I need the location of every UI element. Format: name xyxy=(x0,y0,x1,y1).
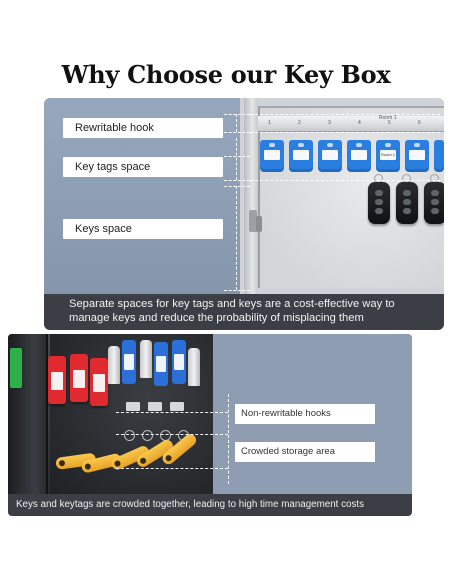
label-keys-space: Keys space xyxy=(63,219,223,239)
rewritable-hook-rail xyxy=(258,116,444,132)
key-ring xyxy=(124,430,135,441)
hook-number-plate xyxy=(148,402,162,411)
blue-key-tag xyxy=(347,140,371,172)
room-label: Room 1 xyxy=(379,115,397,121)
blue-key-tag xyxy=(405,140,429,172)
label-key-tags-space: Key tags space xyxy=(63,157,223,177)
guide-line xyxy=(224,156,250,157)
car-key-fob xyxy=(424,182,444,224)
rail-number: 6 xyxy=(418,120,421,126)
blue-key-tag xyxy=(289,140,313,172)
guide-line xyxy=(224,132,250,133)
guide-line xyxy=(236,186,237,290)
blue-key-tag xyxy=(434,140,444,172)
guide-line xyxy=(228,394,229,484)
label-rewritable-hook: Rewritable hook xyxy=(63,118,223,138)
guide-line xyxy=(116,434,228,435)
blue-key-tag xyxy=(172,340,186,384)
blue-key-tag xyxy=(376,140,400,172)
guide-line xyxy=(116,468,228,469)
page-title: Why Choose our Key Box xyxy=(61,60,391,89)
green-key-tag xyxy=(10,348,22,388)
silver-key xyxy=(108,346,120,384)
crowded-box-panel xyxy=(8,334,412,516)
guide-line xyxy=(116,412,228,413)
rail-number: 4 xyxy=(358,120,361,126)
key-ring xyxy=(142,430,153,441)
rail-number: 5 xyxy=(388,120,391,126)
silver-key xyxy=(188,348,200,386)
box-lid xyxy=(244,98,258,294)
guide-line xyxy=(224,114,250,115)
rail-number: 3 xyxy=(328,120,331,126)
hook-number-plate xyxy=(170,402,184,411)
guide-line xyxy=(224,186,250,187)
guide-line xyxy=(236,114,237,132)
blue-key-tag xyxy=(318,140,342,172)
guide-line xyxy=(250,114,440,115)
guide-line xyxy=(224,180,250,181)
panel-caption: Separate spaces for key tags and keys are a cost-effective way to manage keys and reduce the probability of misplacing them xyxy=(44,294,444,330)
car-key-fob xyxy=(396,182,418,224)
guide-line xyxy=(250,180,440,181)
label-crowded-storage-area: Crowded storage area xyxy=(235,442,375,462)
rail-number: 1 xyxy=(268,120,271,126)
guide-line xyxy=(250,132,440,133)
tag-text: Room 1 xyxy=(380,152,395,157)
red-key-tag xyxy=(70,354,88,402)
red-key-tag xyxy=(48,356,66,404)
panel-caption: Keys and keytags are crowded together, leading to high time management costs xyxy=(8,494,412,516)
guide-line xyxy=(236,138,237,180)
blue-key-tag xyxy=(154,342,168,386)
rail-number: 2 xyxy=(298,120,301,126)
car-key-fob xyxy=(368,182,390,224)
label-non-rewritable-hooks: Non-rewritable hooks xyxy=(235,404,375,424)
blue-key-tag xyxy=(122,340,136,384)
hook-number-plate xyxy=(126,402,140,411)
latch-bolt xyxy=(256,216,262,232)
red-key-tag xyxy=(90,358,108,406)
guide-line xyxy=(224,290,250,291)
separate-spaces-panel xyxy=(44,98,444,330)
blue-key-tag xyxy=(260,140,284,172)
silver-key xyxy=(140,340,152,378)
